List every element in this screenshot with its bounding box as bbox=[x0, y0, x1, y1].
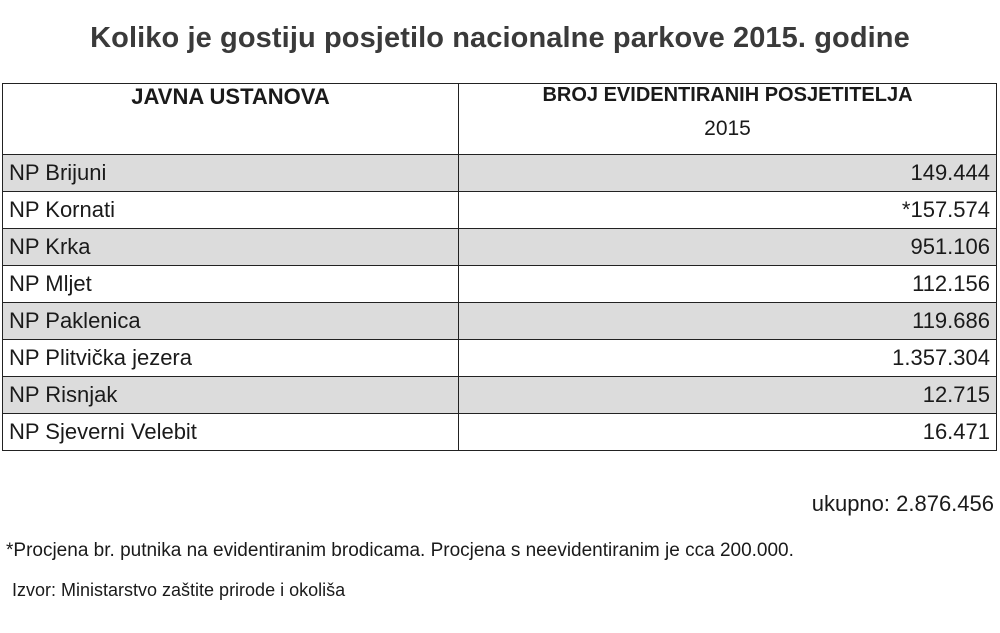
visitor-count: 119.686 bbox=[459, 303, 997, 340]
visitor-count: 12.715 bbox=[459, 377, 997, 414]
visitors-table bbox=[2, 83, 997, 451]
page-title: Koliko je gostiju posjetilo nacionalne parkove 2015. godine bbox=[90, 22, 910, 54]
visitor-count: *157.574 bbox=[459, 192, 997, 229]
table-row bbox=[3, 192, 997, 229]
park-name: NP Mljet bbox=[3, 266, 459, 303]
header-year: 2015 bbox=[704, 117, 751, 140]
table-row bbox=[3, 155, 997, 192]
table-row bbox=[3, 266, 997, 303]
park-name: NP Kornati bbox=[3, 192, 459, 229]
visitor-count: 1.357.304 bbox=[459, 340, 997, 377]
header-institution: JAVNA USTANOVA bbox=[3, 84, 459, 155]
park-name: NP Risnjak bbox=[3, 377, 459, 414]
visitor-count: 149.444 bbox=[459, 155, 997, 192]
footnote: *Procjena br. putnika na evidentiranim brodicama. Procjena s neevidentiranim je cca 200.000. bbox=[6, 540, 794, 561]
park-name: NP Brijuni bbox=[3, 155, 459, 192]
header-visitors-label: BROJ EVIDENTIRANIH POSJETITELJA bbox=[542, 84, 913, 106]
table-header-row bbox=[3, 84, 997, 155]
source-note: Izvor: Ministarstvo zaštite prirode i okoliša bbox=[12, 580, 346, 600]
total-visitors: ukupno: 2.876.456 bbox=[811, 491, 994, 516]
park-name: NP Sjeverni Velebit bbox=[3, 414, 459, 451]
table-row bbox=[3, 340, 997, 377]
header-visitors bbox=[459, 84, 997, 155]
visitor-count: 112.156 bbox=[459, 266, 997, 303]
visitor-count: 951.106 bbox=[459, 229, 997, 266]
park-name: NP Paklenica bbox=[3, 303, 459, 340]
table-row bbox=[3, 229, 997, 266]
park-name: NP Krka bbox=[3, 229, 459, 266]
table-row bbox=[3, 377, 997, 414]
table-row bbox=[3, 303, 997, 340]
visitor-count: 16.471 bbox=[459, 414, 997, 451]
park-name: NP Plitvička jezera bbox=[3, 340, 459, 377]
table-row bbox=[3, 414, 997, 451]
